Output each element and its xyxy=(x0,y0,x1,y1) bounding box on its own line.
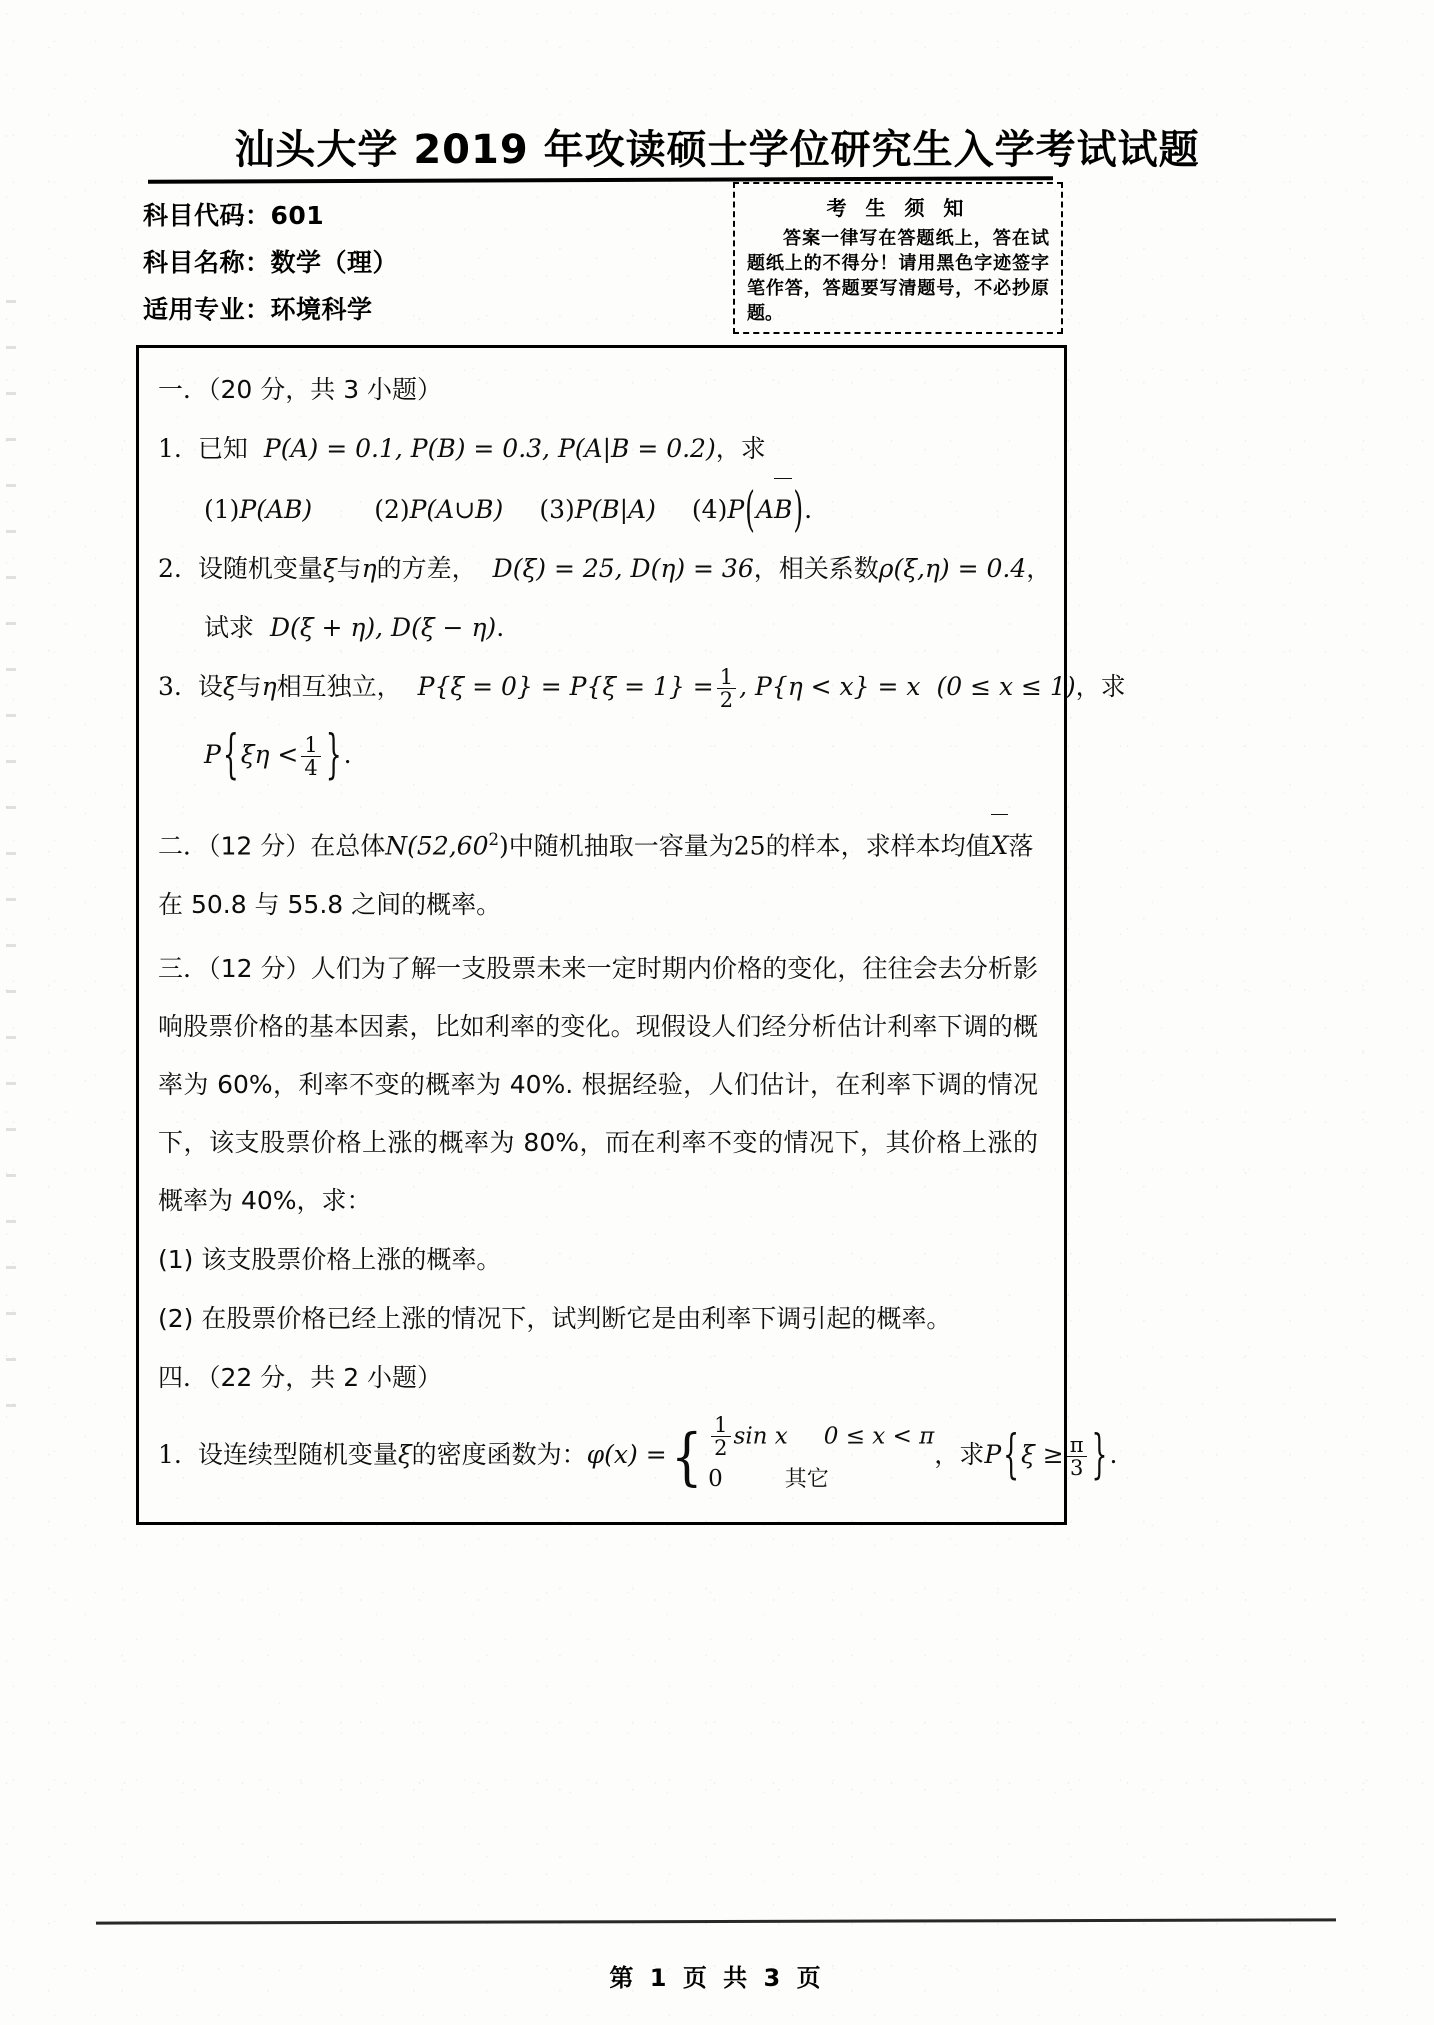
q1-3-eq2: , P{η < x} = x xyxy=(739,672,921,701)
q1-3-frac-half: $\frac{1}{2}$ xyxy=(717,666,736,711)
q4-1-tail-inner: ξ ≥ xyxy=(1021,1440,1064,1470)
questions-content xyxy=(158,360,1126,1503)
question-1-2 xyxy=(158,539,1058,598)
q1-2-text-d: ，相关系数 xyxy=(753,554,879,583)
applicable-major: 适用专业：环境科学 xyxy=(143,295,373,324)
q1-2-line2-cn: 试求 xyxy=(204,613,255,642)
q1-2-rho: ρ(ξ,η) = 0.4 xyxy=(878,554,1027,583)
section-two-text-c: 的样本，求样本均值 xyxy=(765,831,991,861)
section-two-dist: N(52,60 xyxy=(385,831,489,861)
section-one-heading: 一．（20 分，共 3 小题） xyxy=(158,375,443,404)
question-1-1 xyxy=(158,419,1058,478)
q1-3-frac-quarter: $\frac{1}{4}$ xyxy=(301,734,320,779)
section-two-text-a: 在总体 xyxy=(310,831,386,861)
q1-3-text-a: 设 xyxy=(197,672,223,701)
section-two-n: 25 xyxy=(733,831,766,861)
q1-3-ask: ，求 xyxy=(1075,672,1126,701)
q1-1-sub2: P(A∪B) xyxy=(409,495,504,524)
q1-2-number: 2. xyxy=(158,554,182,583)
q4-1-row1-frac: $\frac{1}{2}$ xyxy=(711,1414,730,1459)
q1-1-sub3-label: (3) xyxy=(539,495,575,524)
q1-2-text-a: 设随机变量 xyxy=(197,554,323,583)
page-footer: 第 1 页 共 3 页 xyxy=(609,1964,825,1992)
q1-2-xi: ξ xyxy=(322,554,337,583)
q4-1-phi: φ(x) = xyxy=(586,1440,667,1470)
section-two-line1 xyxy=(158,810,1058,875)
q1-2-line2-math: D(ξ + η), D(ξ − η) xyxy=(270,613,497,642)
q1-3-text-c: 相互独立， xyxy=(276,672,402,701)
q1-3-text-b: 与 xyxy=(236,672,262,701)
exam-meta-block xyxy=(143,192,398,333)
q1-3-line2-tail: . xyxy=(343,740,352,769)
subject-name: 科目名称：数学（理） xyxy=(143,248,399,277)
candidate-notice-box xyxy=(733,182,1063,334)
q1-1-sub1: P(AB) xyxy=(239,495,313,524)
q1-3-eq1: P{ξ = 0} = P{ξ = 1} = xyxy=(417,672,714,701)
section-three-text: 人们为了解一支股票未来一定时期内价格的变化，往往会去分析影响股票价格的基本因素，比如利率的变化。现假设人们经分析估计利率下调的概率为 60%，利率不变的概率为 40%. 根据经验，人们估计，在利率下调的情况下，该支股票价格上涨的概率为 80%，而在利率不变的情况下，其价格上涨的概率为 40%，求： xyxy=(158,954,1038,1216)
q4-1-xi: ξ xyxy=(397,1440,412,1470)
q1-1-sub4-p: P xyxy=(727,495,745,524)
q1-1-number: 1. xyxy=(158,434,182,463)
q4-1-piecewise: { $\frac{1}{2}$ sin x 0 ≤ x < π 0 其它 xyxy=(670,1412,935,1493)
question-1-1-subitems: (1)P(AB) (2)P(A∪B) (3)P(B|A) (4)P(AB). xyxy=(158,478,1058,539)
q1-1-sub3: P(B|A) xyxy=(574,495,656,524)
q1-3-range: (0 ≤ x ≤ 1) xyxy=(936,672,1076,701)
page-title: 汕头大学 2019 年攻读硕士学位研究生入学考试试题 xyxy=(234,127,1200,173)
q4-1-text-a: 设连续型随机变量 xyxy=(197,1440,398,1470)
section-two-line2: 在 50.8 与 55.8 之间的概率。 xyxy=(158,890,502,920)
notice-body: 答案一律写在答题纸上，答在试题纸上的不得分！请用黑色字迹签字笔作答，答题要写清题号，不必抄原题。 xyxy=(747,228,1049,324)
subject-code: 科目代码：601 xyxy=(143,201,325,230)
q1-2-text-e: ， xyxy=(1026,554,1052,583)
section-two-dist-close: ) xyxy=(498,831,509,861)
section-two-heading: 二．（12 分） xyxy=(158,831,311,861)
q4-1-tail-frac: $\frac{\pi}{3}$ xyxy=(1067,1434,1087,1479)
q1-3-line2-inner: ξη < xyxy=(240,740,299,769)
q1-2-line2-tail: . xyxy=(496,613,505,642)
question-4-1: 1. 设连续型随机变量ξ的密度函数为：φ(x) = { $\frac{1}{2}$ sin x 0 ≤ x < π 0 其它 ，求P{ξ ≥ $\frac{\pi}{3}$ }. xyxy=(158,1407,1058,1503)
q1-1-sub4-tail: . xyxy=(804,495,813,524)
q1-1-sub4-b: B xyxy=(774,478,792,539)
section-two-text-b: 中随机抽取一容量为 xyxy=(508,831,734,861)
q4-1-tail-dot: . xyxy=(1109,1440,1118,1470)
section-two-xbar: X xyxy=(991,814,1009,875)
q1-1-sub1-label: (1) xyxy=(204,495,240,524)
q1-2-text-b: 与 xyxy=(336,554,362,583)
q1-1-sub4-a: A xyxy=(755,495,774,524)
q4-1-row2-cond: 其它 xyxy=(784,1466,829,1492)
q1-2-text-c: 的方差， xyxy=(376,554,477,583)
footer-rule xyxy=(96,1918,1336,1924)
q1-1-given: P(A) = 0.1, P(B) = 0.3, P(A|B = 0.2) xyxy=(263,434,716,463)
section-two-text-d: 落 xyxy=(1008,831,1034,861)
q1-1-sub2-label: (2) xyxy=(374,495,410,524)
section-two-dist-exp: 2 xyxy=(488,830,499,849)
q4-1-row1-fn: sin x xyxy=(733,1423,788,1450)
q1-3-eta: η xyxy=(261,672,277,701)
q4-1-tail-p: P xyxy=(984,1440,1002,1470)
section-three-heading: 三．（12 分） xyxy=(158,954,311,984)
q1-3-line2-p: P xyxy=(204,740,221,769)
q1-2-variances: D(ξ) = 25, D(η) = 36 xyxy=(492,554,754,583)
question-1-2-line2 xyxy=(158,598,1058,657)
q1-3-number: 3. xyxy=(158,672,182,701)
q4-1-number: 1. xyxy=(158,1440,182,1470)
q1-1-ask: ，求 xyxy=(715,434,766,463)
scan-edge-marks xyxy=(6,300,16,1450)
q4-1-tail-comma: ，求 xyxy=(934,1440,985,1470)
question-1-3 xyxy=(158,657,1126,716)
section-three-item-2: (2) 在股票价格已经上涨的情况下，试判断它是由利率下调引起的概率。 xyxy=(158,1304,952,1334)
section-four-heading: 四．（22 分，共 2 小题） xyxy=(158,1363,443,1393)
section-three-item-1: (1) 该支股票价格上涨的概率。 xyxy=(158,1245,502,1275)
q1-2-eta: η xyxy=(361,554,377,583)
q4-1-row2-fn: 0 xyxy=(708,1465,723,1492)
notice-heading: 考 生 须 知 xyxy=(826,196,970,220)
q4-1-row1-cond: 0 ≤ x < π xyxy=(823,1423,935,1450)
q4-1-text-b: 的密度函数为： xyxy=(411,1440,587,1470)
question-1-3-line2: P{ξη < $\frac{1}{4}$ }. xyxy=(204,723,352,785)
q1-1-lead: 已知 xyxy=(197,434,248,463)
q1-3-xi: ξ xyxy=(222,672,237,701)
q1-1-sub4-label: (4) xyxy=(691,495,728,524)
section-three-body xyxy=(158,940,1038,1230)
